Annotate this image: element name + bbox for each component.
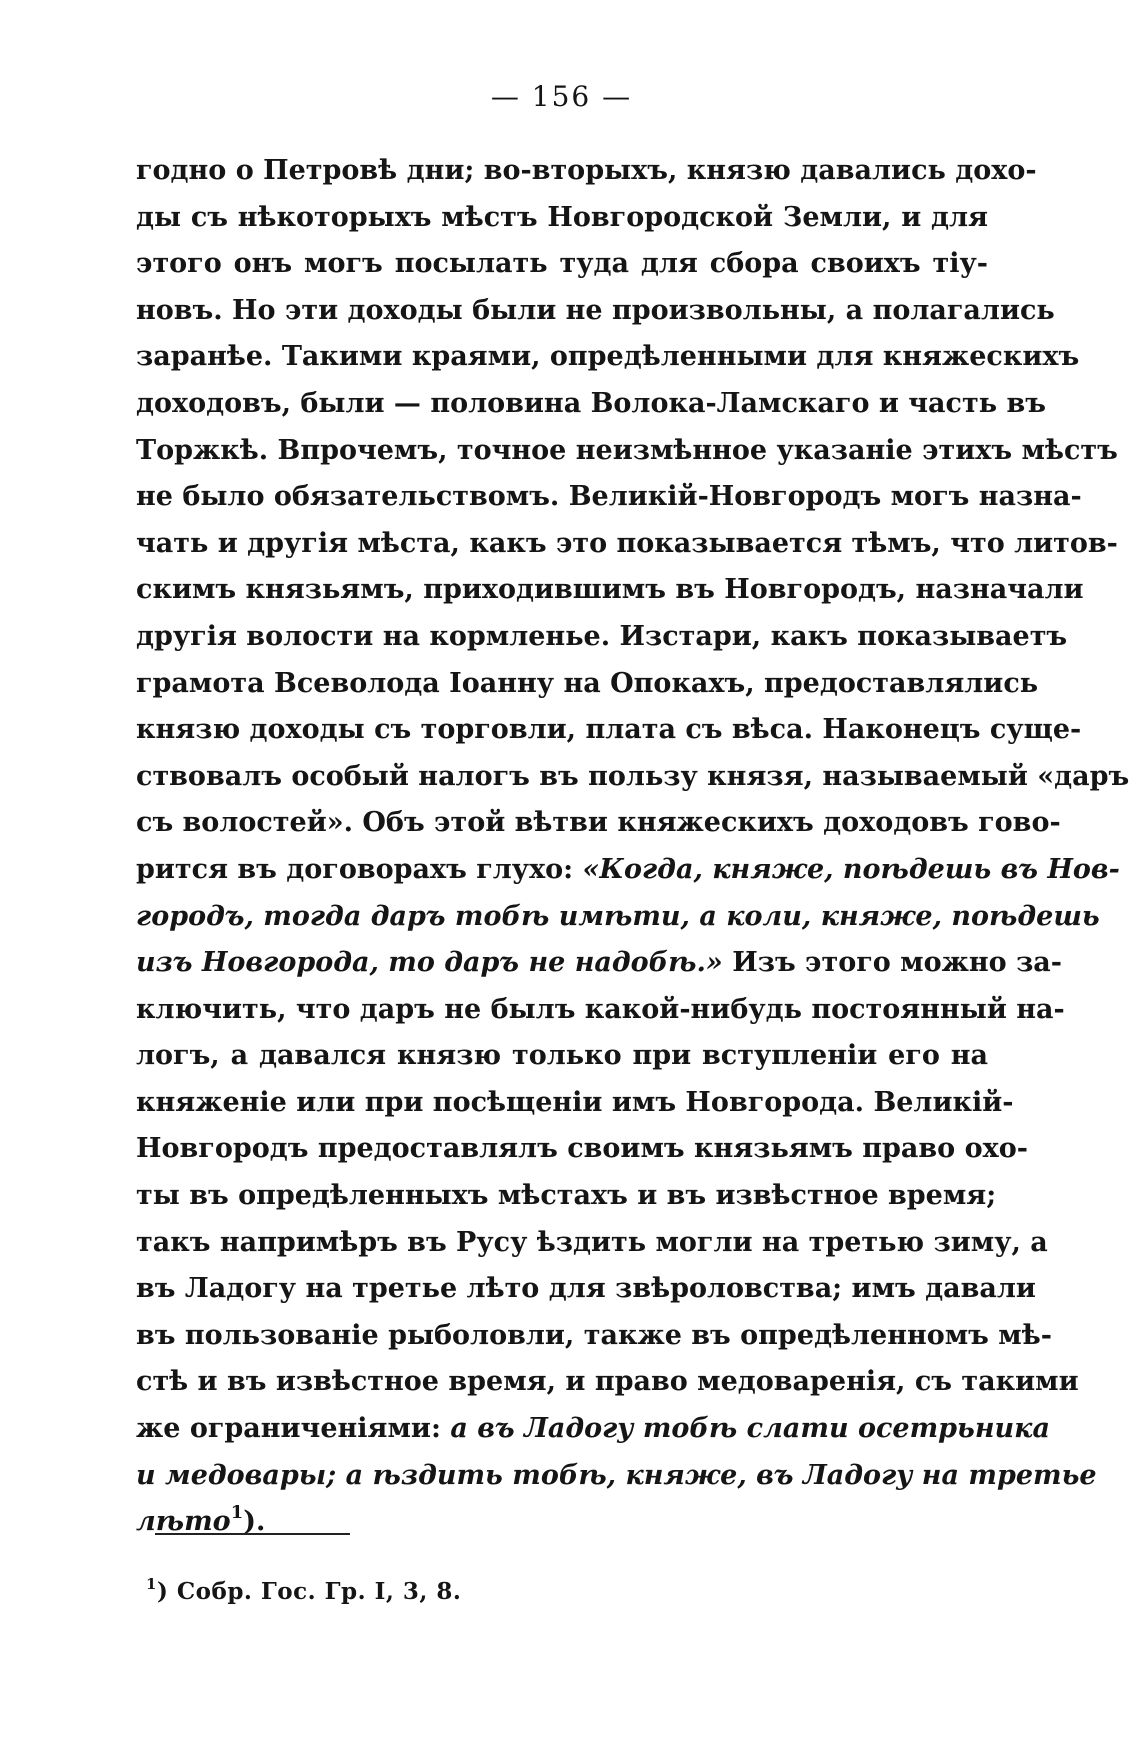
- text-line: чать и другія мѣста, какъ это показывается тѣмъ, что литов-: [136, 527, 1118, 559]
- text-line: новъ. Но эти доходы были не произвольны, а полагались: [136, 294, 1055, 326]
- text-line: скимъ князьямъ, приходившимъ въ Новгородъ, назначали: [136, 574, 1084, 606]
- quote-italic: а въ Ладогу тобѣ слати осетрьника: [450, 1413, 1050, 1445]
- text-line: [136, 1453, 1097, 1500]
- quote-italic: лѣто: [136, 1506, 231, 1538]
- text-line: такъ напримѣръ въ Русу ѣздить могли на третью зиму, а: [136, 1226, 1048, 1258]
- text-line: ствовалъ особый налогъ въ пользу князя, называемый «даръ: [136, 760, 1129, 792]
- text-line: Новгородъ предоставлялъ своимъ князьямъ право охо-: [136, 1133, 1028, 1165]
- text-line: другія волости на кормленье. Изстари, какъ показываетъ: [136, 620, 1068, 652]
- page-number: — 156 —: [490, 80, 633, 113]
- text-line: этого онъ могъ посылать туда для сбора своихъ тіу-: [136, 248, 988, 280]
- text-line: въ Ладогу на третье лѣто для звѣроловства; имъ давали: [136, 1273, 1036, 1305]
- text-line: княженіе или при посѣщеніи имъ Новгорода. Великій-: [136, 1086, 1014, 1118]
- text-line: стѣ и въ извѣстное время, и право медоваренія, съ такими: [136, 1366, 1079, 1398]
- footnote-reference: 1: [230, 1502, 244, 1524]
- footnote-marker: 1: [146, 1575, 157, 1593]
- body-text: [136, 148, 1129, 1546]
- text-line: съ волостей». Объ этой вѣтви княжескихъ доходовъ гово-: [136, 807, 1061, 839]
- text-line: князю доходы съ торговли, плата съ вѣса. Наконецъ суще-: [136, 714, 1082, 746]
- footnote: [146, 1575, 462, 1605]
- text-line: не было обязательствомъ. Великій-Новгородъ могъ назна-: [136, 481, 1082, 513]
- text-line: Торжкѣ. Впрочемъ, точное неизмѣнное указаніе этихъ мѣстъ: [136, 434, 1118, 466]
- quote-italic: изъ Новгорода, то даръ не надобѣ.»: [136, 947, 723, 979]
- text-line: доходовъ, были — половина Волока-Ламскаго и часть въ: [136, 387, 1046, 419]
- quote-italic: и медовары; а ѣздить тобѣ, княже, въ Ладогу на третье: [136, 1459, 1097, 1491]
- text-line: лѣто$^1$).: [136, 1502, 266, 1538]
- footnote-divider: [155, 1533, 350, 1535]
- text-line: ты въ опредѣленныхъ мѣстахъ и въ извѣстное время;: [136, 1180, 997, 1212]
- text-line: грамота Всеволода Іоанну на Опокахъ, предоставлялись: [136, 667, 1039, 699]
- quote-italic: «Когда, княже, поѣдешь въ Нов-: [582, 853, 1120, 885]
- footnote-text: ) Собр. Гос. Гр. I, 3, 8.: [156, 1578, 462, 1605]
- text-line: ды съ нѣкоторыхъ мѣстъ Новгородской Земли, и для: [136, 201, 988, 233]
- text-line: ключить, что даръ не былъ какой-нибудь постоянный на-: [136, 993, 1065, 1025]
- text-line: въ пользованіе рыболовли, также въ опредѣленномъ мѣ-: [136, 1319, 1052, 1351]
- text-line: заранѣе. Такими краями, опредѣленными для княжескихъ: [136, 341, 1080, 373]
- text-line: изъ Новгорода, то даръ не надобѣ.» Изъ этого можно за-: [136, 947, 1063, 979]
- text-line: же ограниченіями: а въ Ладогу тобѣ слати осетрьника: [136, 1413, 1050, 1445]
- quote-italic: городъ, тогда даръ тобѣ имѣти, а коли, княже, поѣдешь: [136, 900, 1100, 932]
- text-line: [136, 894, 1100, 941]
- text-line: годно о Петровѣ дни; во-вторыхъ, князю давались дохо-: [136, 155, 1037, 186]
- text-line: логъ, а давался князю только при вступленіи его на: [136, 1040, 988, 1072]
- text-line: рится въ договорахъ глухо: «Когда, княже, поѣдешь въ Нов-: [136, 853, 1120, 885]
